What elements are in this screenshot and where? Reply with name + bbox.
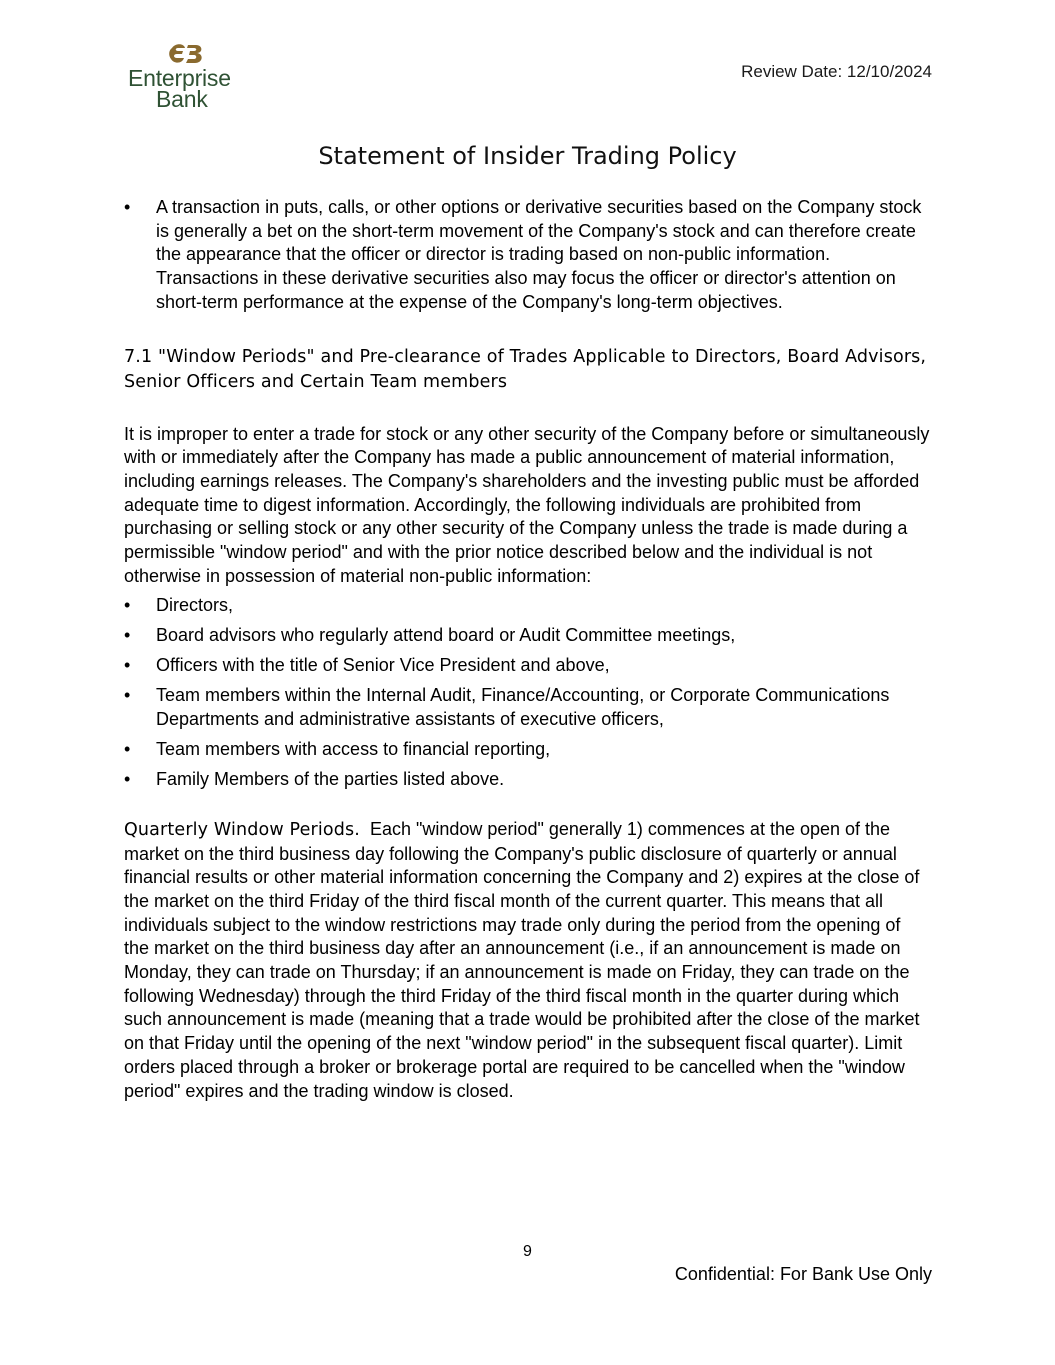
list-item: • Team members with access to financial reporting, [124,738,930,762]
document-body [124,196,930,1103]
list-item: • Team members within the Internal Audit, Finance/Accounting, or Corporate Communications Departments and administrative assistants of executive officers, [124,684,930,731]
restricted-individuals-list [124,594,930,791]
list-item: • Directors, [124,594,930,618]
section-heading-window-periods: 7.1 "Window Periods" and Pre-clearance of Trades Applicable to Directors, Board Advisors, Senior Officers and Certain Team members [124,346,927,392]
review-date: Review Date: 12/10/2024 [741,62,932,81]
logo-wordmark-bank: Bank [156,86,208,112]
list-item: • Family Members of the parties listed above. [124,768,930,792]
bank-monogram-icon [166,42,206,66]
quarterly-window-paragraph [124,818,930,1103]
page-title: Statement of Insider Trading Policy [318,142,737,170]
page-number: 9 [523,1243,532,1260]
quarterly-window-text: Each "window period" generally 1) commences at the open of the market on the third business day following the Company's public disclosure of quarterly or annual financial results or other material information concerning the Company and 2) expires at the close of the market on the third Friday of the third fiscal month of the current quarter. This means that all individuals subject to the window restrictions may trade only during the period from the opening of the market on the third business day after an announcement (i.e., if an announcement is made on Monday, they can trade on Thursday; if an announcement is made on Friday, they can trade on the following Wednesday) through the third Friday of the third fiscal month in the quarter during which such announcement is made (meaning that a trade would be prohibited after the close of the market on that Friday until the opening of the next "window period" in the subsequent fiscal quarter). Limit orders placed through a broker or brokerage portal are required to be cancelled when the "window period" expires and the trading window is closed. [124,818,920,1101]
window-period-paragraph: It is improper to enter a trade for stock or any other security of the Company before or simultaneously with or immediately after the Company has made a public announcement of material information, including earnings releases. The Company's shareholders and the investing public must be afforded adequate time to digest information. Accordingly, the following individuals are prohibited from purchasing or selling stock or any other security of the Company unless the trade is made during a permissible "window period" and with the prior notice described below and the individual is not otherwise in possession of material non-public information: [124,423,930,586]
derivatives-bullet-list [124,196,930,315]
list-item: • Officers with the title of Senior Vice President and above, [124,654,930,678]
enterprise-bank-logo [128,42,248,114]
confidential-footer: Confidential: For Bank Use Only [674,1264,932,1284]
list-item: • Board advisors who regularly attend board or Audit Committee meetings, [124,624,930,648]
list-item: • A transaction in puts, calls, or other options or derivative securities based on the Company stock is generally a bet on the short-term movement of the Company's stock and can therefore create the appearance that the officer or director is trading based on non-public information. Transactions in these derivative securities also may focus the officer or director's attention on short-term performance at the expense of the Company's long-term objectives. [124,196,930,315]
quarterly-window-run-in-heading: Quarterly Window Periods. [124,819,360,840]
logo-wordmark-enterprise: Enterprise [128,65,231,91]
